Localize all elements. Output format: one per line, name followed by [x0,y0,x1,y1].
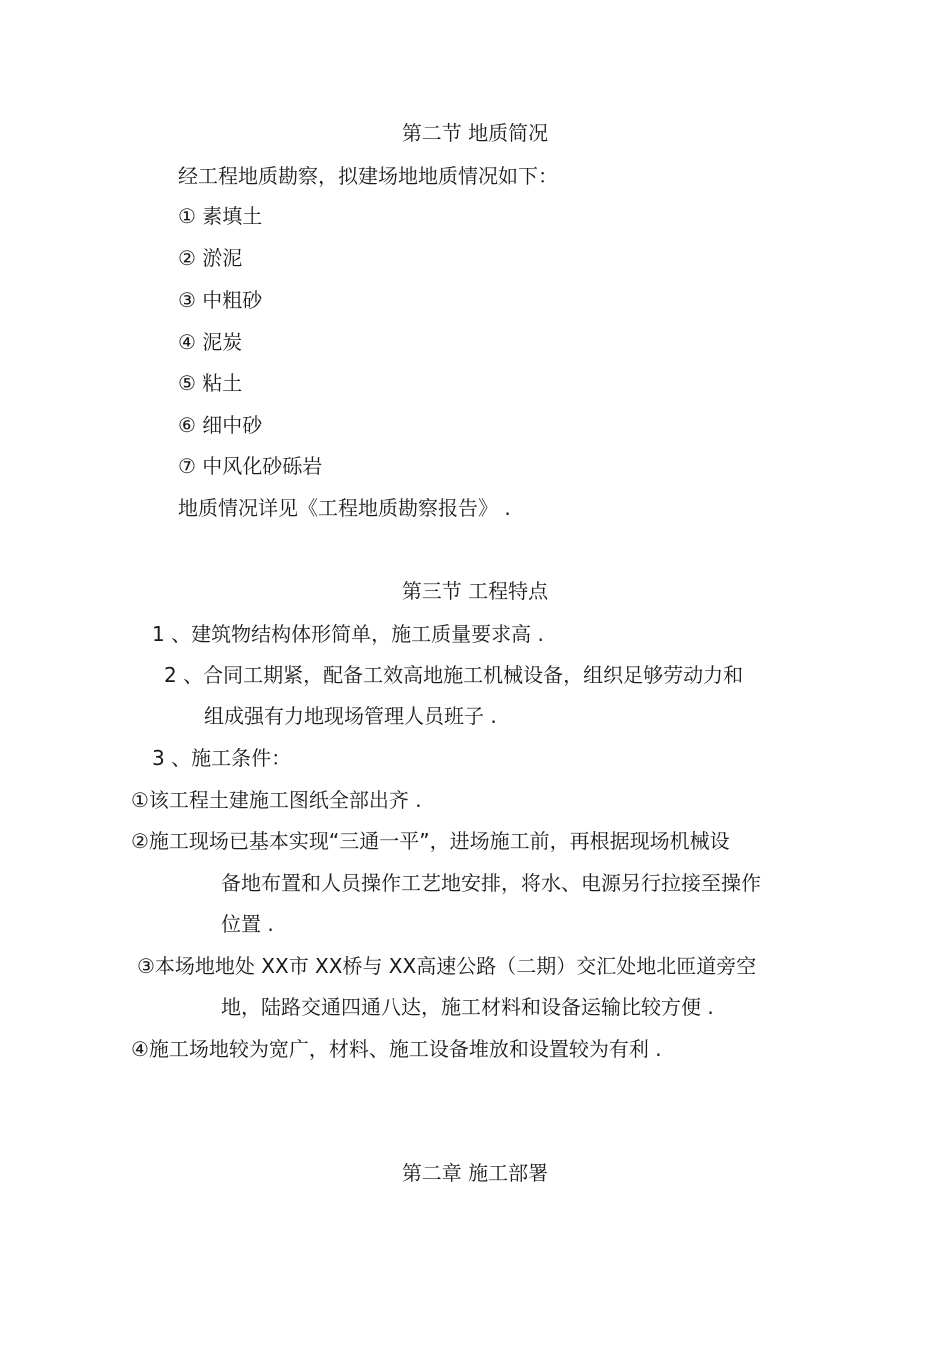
condition-2-cont: 备地布置和人员操作工艺地安排，将水、电源另行拉接至操作 [221,871,761,895]
condition-3: ③本场地地处 XX市 XX桥与 XX高速公路（二期）交汇处地北匝道旁空 [137,954,757,978]
layer-item: ⑤ 粘土 [178,371,243,395]
section-2-title: 第二节 地质简况 [401,121,549,145]
condition-2: ②施工现场已基本实现“三通一平”，进场施工前，再根据现场机械设 [131,829,730,853]
feature-item-2-cont: 组成强有力地现场管理人员班子 . [204,704,497,728]
condition-4: ④施工场地较为宽广，材料、施工设备堆放和设置较为有利 . [131,1037,662,1061]
layer-item: ⑦ 中风化砂砾岩 [178,454,323,478]
section-3-title: 第三节 工程特点 [401,579,549,603]
layer-item: ① 素填土 [178,204,263,228]
geology-report-note: 地质情况详见《工程地质勘察报告》 . [178,496,511,520]
chapter-2-title: 第二章 施工部署 [401,1161,549,1185]
section-2-intro: 经工程地质勘察，拟建场地地质情况如下： [178,164,558,188]
condition-3-cont: 地，陆路交通四通八达，施工材料和设备运输比较方便 . [221,995,714,1019]
layer-item: ④ 泥炭 [178,330,243,354]
feature-item-2: 2 、合同工期紧，配备工效高地施工机械设备，组织足够劳动力和 [164,663,744,687]
layer-item: ③ 中粗砂 [178,288,263,312]
condition-1: ①该工程土建施工图纸全部出齐 . [131,788,422,812]
condition-2-cont: 位置 . [221,912,274,936]
layer-item: ⑥ 细中砂 [178,413,263,437]
layer-item: ② 淤泥 [178,246,243,270]
feature-item-3: 3 、施工条件： [152,746,292,770]
feature-item-1: 1 、建筑物结构体形简单，施工质量要求高 . [152,622,544,646]
